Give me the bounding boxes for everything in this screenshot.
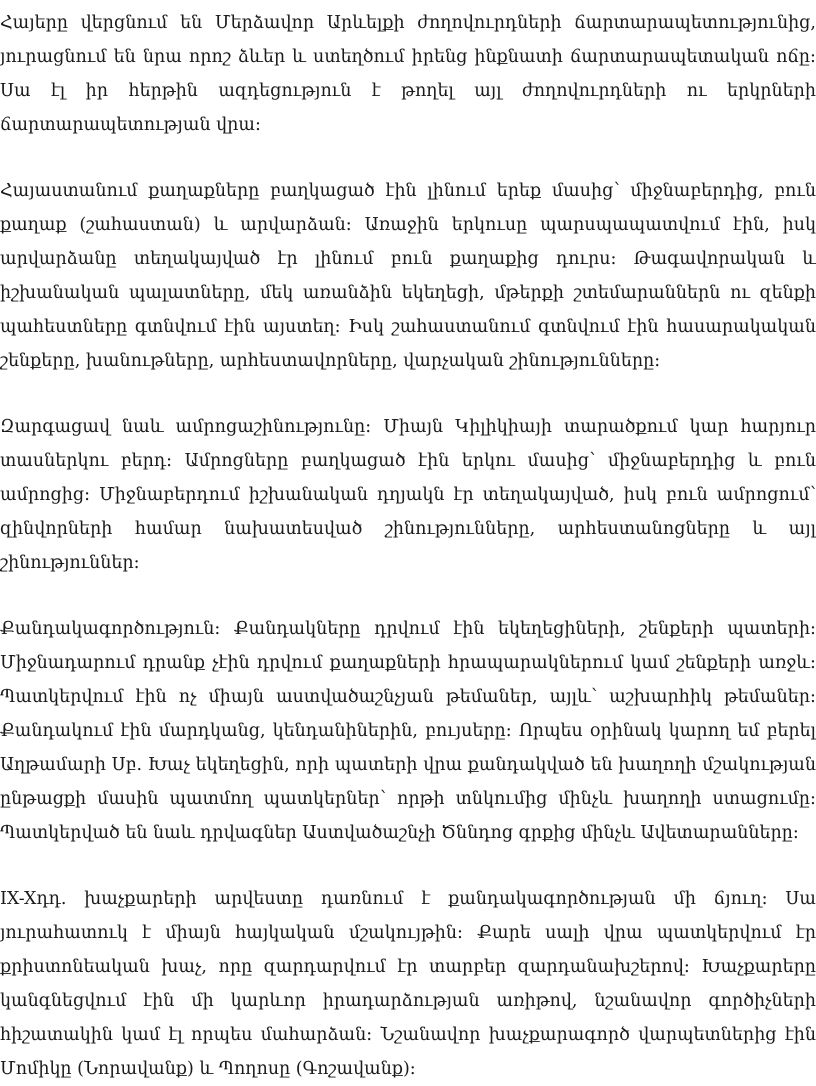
paragraph-fortresses: Զարգացավ նաև ամրոցաշինությունը։ Միայն Կիլիկիայի տարածքում կար հարյուր տասներկու բերդ։ Ամրոցները բաղկացած էին երկու մասից՝ միջնաբերդից և բուն ամրոցից։ Միջնաբերդում իշխանական դղյակն էր տեղակայված, իսկ բուն ամրոցում՝ զինվորների համար նախատեսված շինությունները, արհեստանոցները և այլ շինություններ։ — [0, 417, 816, 573]
paragraph-cities: Հայաստանում քաղաքները բաղկացած էին լինում երեք մասից՝ միջնաբերդից, բուն քաղաք (շահաստան) և արվարձան։ Առաջին երկուսը պարսպապատվում էին, իսկ արվարձանը տեղակայված էր լինում բուն քաղաքից դուրս։ Թագավորական և իշխանական պալատները, մեկ առանձին եկեղեցի, մթերքի շտեմարաններն ու զենքի պահեստները գտնվում էին այստեղ։ Իսկ շահաստանում գտնվում էին հասարակական շենքերը, խանութները, արհեստավորները, վարչական շինությունները։ — [0, 181, 816, 371]
paragraph-architecture: Հայերը վերցնում են Մերձավոր Արևելքի ժողովուրդների ճարտարապետությունից, յուրացնում են նրա որոշ ձևեր և ստեղծում իրենց ինքնատի ճարտարապետական ոճը։ Սա էլ իր հերթին ազդեցություն է թողել այլ ժողովուրդների ու երկրների ճարտարապետության վրա։ — [0, 13, 816, 135]
paragraph-sculpture: Քանդակագործություն։ Քանդակները դրվում էին եկեղեցիների, շենքերի պատերի։ Միջնադարում դրանք չէին դրվում քաղաքների հրապարակներում կամ շենքերի առջև։ Պատկերվում էին ոչ միայն աստվածաշնչյան թեմաներ, այլև՝ աշխարհիկ թեմաներ։ Քանդակում էին մարդկանց, կենդանիներին, բույսերը։ Որպես օրինակ կարող եմ բերել Աղթամարի Սբ. Խաչ եկեղեցին, որի պատերի վրա քանդակված են խաղողի մշակության ընթացքի մասին պատմող պատկերներ՝ որթի տնկումից մինչև խաղողի ստացումը։ Պատկերված են նաև դրվագներ Աստվածաշնչի Ծննդոց գրքից մինչև Ավետարանները։ — [0, 619, 816, 843]
paragraph-khachkars: IX-Xդդ. խաչքարերի արվեստը դառնում է քանդակագործության մի ճյուղ։ Սա յուրահատուկ է միայն հայկական մշակույթին։ Քարե սալի վրա պատկերվում էր քրիստոնեական խաչ, որը զարդարվում էր տարբեր զարդանախշերով։ Խաչքարերը կանգնեցվում էին մի կարևոր իրադարձության առիթով, նշանավոր գործիչների հիշատակին կամ էլ որպես մահարձան։ Նշանավոր խաչքարագործ վարպետներից էին Մոմիկը (Նորավանք) և Պողոսը (Գոշավանք)։ — [0, 889, 816, 1079]
